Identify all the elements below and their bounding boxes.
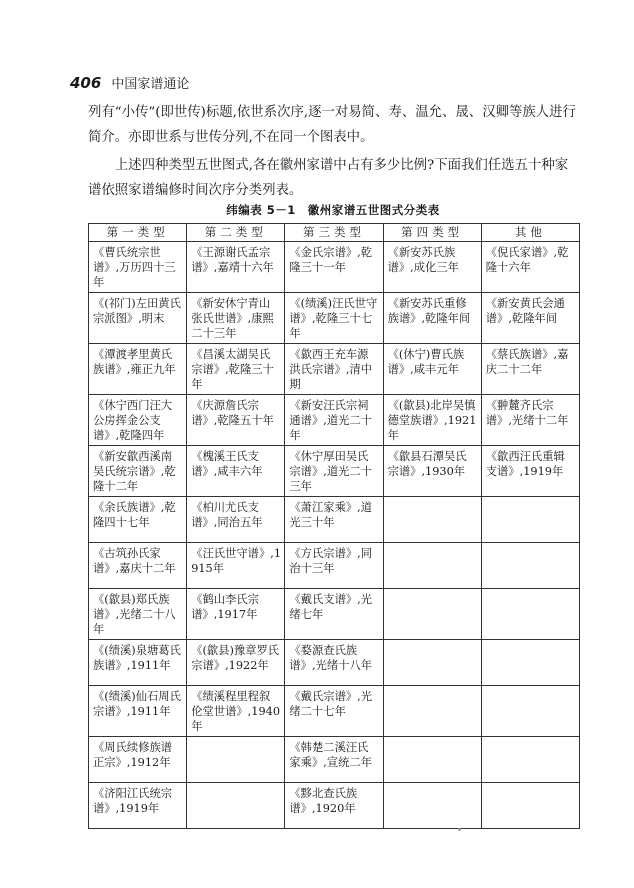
table-cell: 《韩楚二溪汪氏家乘》,宣统二年 <box>285 737 383 783</box>
table-row <box>89 242 580 293</box>
table-cell: 《周氏续修族谱正宗》,1912年 <box>89 737 187 783</box>
running-header <box>70 73 189 95</box>
paragraph-1: 列有“小传”(即世传)标题,依世系次序,逐一对易简、寿、温允、晟、汉卿等族人进行简介。亦即世系与世传分列,不在同一个图表中。 <box>88 105 576 145</box>
table-row <box>89 686 580 737</box>
paragraph-2: 上述四种类型五世图式,各在徽州家谱中占有多少比例?下面我们任选五十种家谱依照家谱编修时间次序分类列表。 <box>88 158 569 198</box>
table-cell: 《新安黄氏会通谱》,乾隆年间 <box>481 293 579 344</box>
table-header <box>89 224 580 242</box>
table-cell <box>187 783 285 829</box>
page-number: 406 <box>70 74 102 92</box>
table-cell: 《济阳江氏统宗谱》,1919年 <box>89 783 187 829</box>
table-row <box>89 293 580 344</box>
table-cell: 《槐溪王氏支谱》,咸丰六年 <box>187 446 285 497</box>
table-cell <box>383 640 481 686</box>
table-cell: 《(休宁)曹氏族谱》,咸丰元年 <box>383 344 481 395</box>
table-row <box>89 497 580 543</box>
table-cell: 《昌溪太湖吴氏宗谱》,乾隆三十年 <box>187 344 285 395</box>
table-cell: 《歙县石潭吴氏宗谱》,1930年 <box>383 446 481 497</box>
table-cell <box>187 737 285 783</box>
table-cell: 《潭渡孝里黄氏族谱》,雍正九年 <box>89 344 187 395</box>
table-cell: 《新安休宁青山张氏世谱》,康熙二十三年 <box>187 293 285 344</box>
table-cell: 《歙西王充车源洪氏宗谱》,清中期 <box>285 344 383 395</box>
table-cell <box>481 640 579 686</box>
table-cell: 《婺源查氏族谱》,光绪十八年 <box>285 640 383 686</box>
table-cell: 《鹤山李氏宗谱》,1917年 <box>187 589 285 640</box>
table-row <box>89 640 580 686</box>
header-row <box>89 224 580 242</box>
table-row <box>89 737 580 783</box>
table-cell: 《古筑孙氏家谱》,嘉庆十二年 <box>89 543 187 589</box>
table-cell: 《休宁厚田吴氏宗谱》,道光二十三年 <box>285 446 383 497</box>
table-row <box>89 589 580 640</box>
table-cell: 《戴氏宗谱》,光绪二十七年 <box>285 686 383 737</box>
table-cell: 《(祁门)左田黄氏宗派图》,明末 <box>89 293 187 344</box>
table-cell <box>383 783 481 829</box>
table-cell: 《翀麓齐氏宗谱》,光绪十二年 <box>481 395 579 446</box>
table-cell: 《金氏宗谱》,乾隆三十一年 <box>285 242 383 293</box>
table-row <box>89 395 580 446</box>
table-cell: 《王源谢氏孟宗谱》,嘉靖十六年 <box>187 242 285 293</box>
table-row <box>89 783 580 829</box>
table-cell: 《新安歙西溪南吴氏统宗谱》,乾隆十二年 <box>89 446 187 497</box>
table-cell <box>481 497 579 543</box>
table-cell: 《庆源詹氏宗谱》,乾隆五十年 <box>187 395 285 446</box>
table-cell: 《(歙县)豫章罗氏宗谱》,1922年 <box>187 640 285 686</box>
table-cell: 《方氏宗谱》,同治十三年 <box>285 543 383 589</box>
table-cell: 《新安苏氏族谱》,成化三年 <box>383 242 481 293</box>
table-cell: 《新安汪氏宗祠通谱》,道光二十年 <box>285 395 383 446</box>
table-cell: 《余氏族谱》,乾隆四十七年 <box>89 497 187 543</box>
table-cell <box>481 737 579 783</box>
table-cell <box>481 783 579 829</box>
table-cell: 《(绩溪)泉塘葛氏族谱》,1911年 <box>89 640 187 686</box>
table-cell: 《新安苏氏重修族谱》,乾隆年间 <box>383 293 481 344</box>
header-cell: 第一类型 <box>89 224 187 242</box>
table-cell: 《戴氏支谱》,光绪七年 <box>285 589 383 640</box>
table-row <box>89 543 580 589</box>
table-cell: 《(歙县)郑氏族谱》,光绪二十八年 <box>89 589 187 640</box>
header-cell: 其他 <box>481 224 579 242</box>
table-cell: 《倪氏家谱》,乾隆十六年 <box>481 242 579 293</box>
table-cell: 《萧江家乘》,道光三十年 <box>285 497 383 543</box>
table-cell <box>383 497 481 543</box>
table-cell <box>481 589 579 640</box>
book-title: 中国家谱通论 <box>111 77 190 92</box>
table-cell <box>481 686 579 737</box>
table-cell: 《(绩溪)仙石周氏宗谱》,1911年 <box>89 686 187 737</box>
print-mark <box>458 828 461 831</box>
table-cell <box>383 686 481 737</box>
header-cell: 第二类型 <box>187 224 285 242</box>
table-cell: 《黟北查氏族谱》,1920年 <box>285 783 383 829</box>
table-cell <box>383 543 481 589</box>
table-cell: 《歙西汪氏重辑支谱》,1919年 <box>481 446 579 497</box>
header-cell: 第四类型 <box>383 224 481 242</box>
table-cell: 《(歙县)北岸吴慎德堂族谱》,1921年 <box>383 395 481 446</box>
table-row <box>89 344 580 395</box>
table-cell: 《绩溪程里程叙伦堂世谱》,1940年 <box>187 686 285 737</box>
table-body <box>89 242 580 829</box>
header-cell: 第三类型 <box>285 224 383 242</box>
table-cell <box>481 543 579 589</box>
table-cell: 《蔡氏族谱》,嘉庆二十二年 <box>481 344 579 395</box>
table-cell <box>383 589 481 640</box>
genealogy-classification-table <box>88 223 580 829</box>
table-cell <box>383 737 481 783</box>
table-cell: 《休宁西门汪大公房挥金公支谱》,乾隆四年 <box>89 395 187 446</box>
table-cell: 《柏川尤氏支谱》,同治五年 <box>187 497 285 543</box>
table-caption: 纬编表 5－1 徽州家谱五世图式分类表 <box>226 203 440 217</box>
table-cell: 《曹氏统宗世谱》,万历四十三年 <box>89 242 187 293</box>
table-cell: 《汪氏世守谱》,1915年 <box>187 543 285 589</box>
table-cell: 《(绩溪)汪氏世守谱》,乾隆三十七年 <box>285 293 383 344</box>
table-row <box>89 446 580 497</box>
